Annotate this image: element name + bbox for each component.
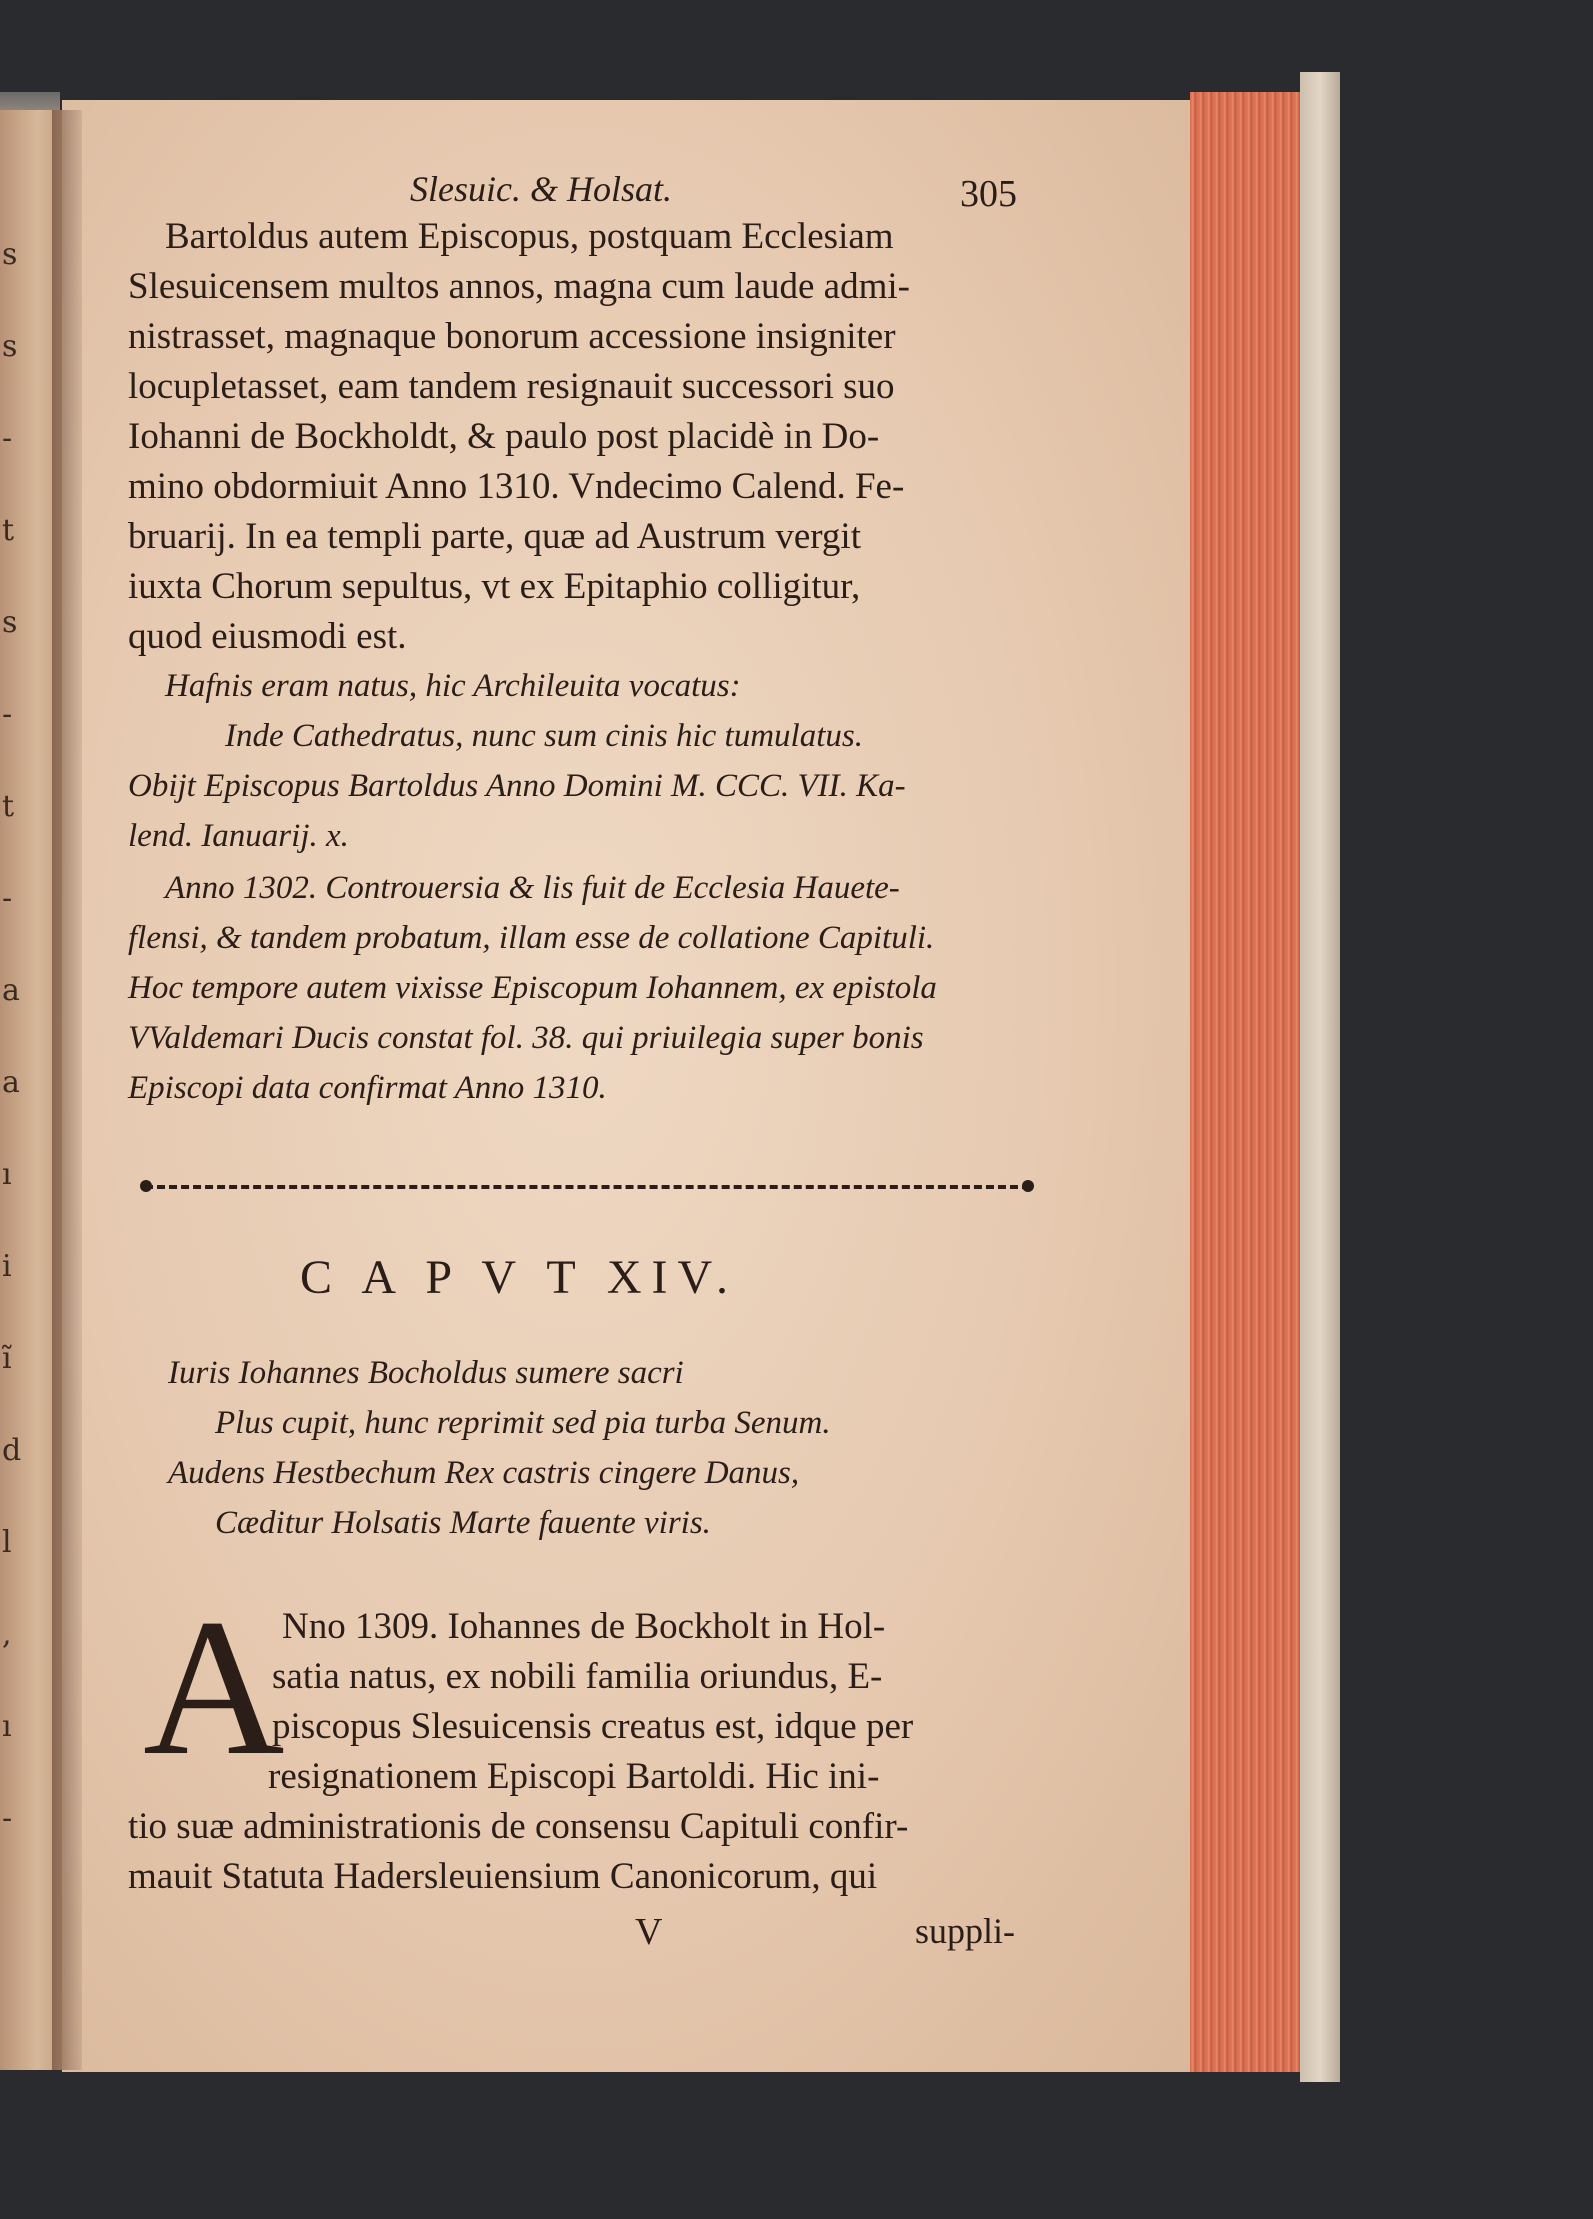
paragraph2-line: piscopus Slesuicensis creatus est, idque per <box>272 1706 914 1747</box>
left-page-fragment: i <box>2 1249 12 1284</box>
left-page-fragment: t <box>2 789 15 824</box>
drop-cap: A <box>143 1579 285 1796</box>
note-line: Episcopi data confirmat Anno 1310. <box>128 1070 607 1106</box>
catchword: suppli- <box>915 1911 1016 1951</box>
red-fore-edge <box>1190 92 1302 2072</box>
left-page-fragment: - <box>2 881 13 916</box>
note-line: VValdemari Ducis constat fol. 38. qui priuilegia super bonis <box>128 1020 924 1056</box>
left-page-fragment: ı <box>2 1157 12 1192</box>
paragraph1-line: nistrasset, magnaque bonorum accessione insigniter <box>128 316 896 357</box>
rule-end-right <box>1022 1180 1034 1192</box>
left-page-fragment: t <box>2 513 15 548</box>
left-page-fragment: ĩ <box>2 1341 12 1376</box>
paragraph1-line: iuxta Chorum sepultus, vt ex Epitaphio colligitur, <box>128 566 861 607</box>
paragraph1-line: quod eiusmodi est. <box>128 616 407 657</box>
left-page-fragment: - <box>2 1801 13 1836</box>
paragraph2-line: resignationem Episcopi Bartoldi. Hic ini- <box>268 1756 880 1797</box>
left-page-fragment: a <box>2 973 20 1008</box>
chapter-heading: C A P V T XIV. <box>300 1251 738 1304</box>
epitaph-line: Hafnis eram natus, hic Archileuita vocatus: <box>165 668 741 704</box>
ornamental-rule <box>145 1185 1030 1189</box>
argument-line: Iuris Iohannes Bocholdus sumere sacri <box>168 1355 684 1391</box>
left-page-fragment: s <box>2 329 18 364</box>
gutter-shadow <box>52 110 82 2070</box>
paragraph1-line: locupletasset, eam tandem resignauit successori suo <box>128 366 895 407</box>
note-line: Hoc tempore autem vixisse Episcopum Iohannem, ex epistola <box>128 970 937 1006</box>
left-page-fragment: - <box>2 697 13 732</box>
left-page-fragment: ı <box>2 1709 12 1744</box>
paragraph2-line: Nno 1309. Iohannes de Bockholt in Hol- <box>282 1606 886 1647</box>
argument-line: Cæditur Holsatis Marte fauente viris. <box>215 1505 711 1541</box>
cover-edge <box>1300 72 1340 2082</box>
left-page-fragment: d <box>2 1433 22 1468</box>
note-line: flensi, & tandem probatum, illam esse de collatione Capituli. <box>128 920 935 956</box>
argument-line: Audens Hestbechum Rex castris cingere Danus, <box>168 1455 800 1491</box>
paragraph1-line: mino obdormiuit Anno 1310. Vndecimo Calend. Fe- <box>128 466 905 507</box>
paragraph1-line: Bartoldus autem Episcopus, postquam Ecclesiam <box>165 216 894 257</box>
paragraph2-line: satia natus, ex nobili familia oriundus, E- <box>272 1656 883 1697</box>
page-number: 305 <box>960 173 1017 215</box>
signature-mark: V <box>635 1911 663 1953</box>
epitaph-line: Obijt Episcopus Bartoldus Anno Domini M. CCC. VII. Ka- <box>128 768 906 804</box>
left-page-fragment: - <box>2 421 13 456</box>
paragraph1-line: Iohanni de Bockholdt, & paulo post placidè in Do- <box>128 416 880 457</box>
left-page-fragment: a <box>2 1065 20 1100</box>
epitaph-line: lend. Ianuarij. x. <box>128 818 349 854</box>
left-page-fragment: s <box>2 237 18 272</box>
paragraph2-line: mauit Statuta Hadersleuiensium Canonicorum, qui <box>128 1856 878 1897</box>
rule-end-left <box>140 1180 152 1192</box>
left-page-fragment: s <box>2 605 18 640</box>
paragraph2-line: tio suæ administrationis de consensu Capituli confir- <box>128 1806 909 1847</box>
note-line: Anno 1302. Controuersia & lis fuit de Ecclesia Hauete- <box>165 870 900 906</box>
left-page-fragment: l <box>2 1525 12 1560</box>
paragraph1-line: bruarij. In ea templi parte, quæ ad Austrum vergit <box>128 516 861 557</box>
left-page-fragment: , <box>2 1617 12 1652</box>
paragraph1-line: Slesuicensem multos annos, magna cum laude admi- <box>128 266 910 307</box>
argument-line: Plus cupit, hunc reprimit sed pia turba Senum. <box>215 1405 831 1441</box>
running-title: Slesuic. & Holsat. <box>410 169 672 209</box>
epitaph-line: Inde Cathedratus, nunc sum cinis hic tumulatus. <box>225 718 863 754</box>
